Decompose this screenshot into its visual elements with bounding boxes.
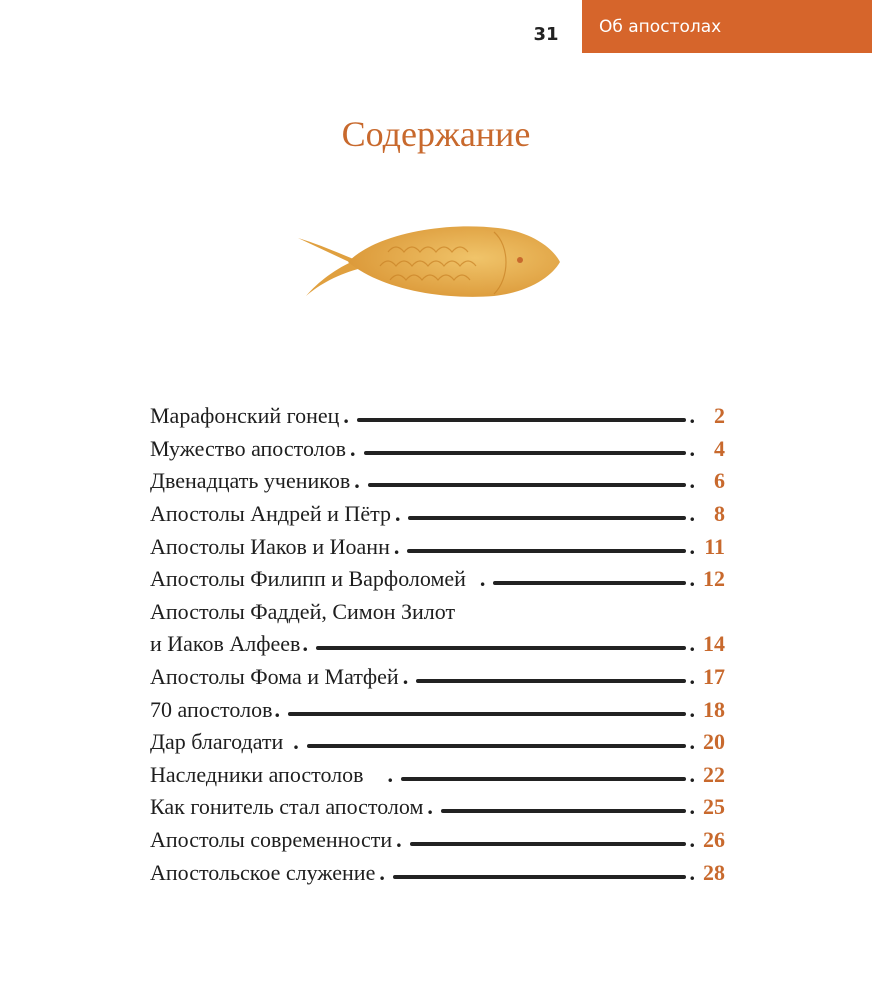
toc-entry-title: Двенадцать учеников [150,468,351,494]
toc-entry-title: Апостолы Фаддей, Симон Зилот [150,598,456,624]
toc-page-number: 8 [714,501,725,527]
toc-entry-first-line[interactable] [150,596,725,629]
toc-page-number: 28 [703,859,725,885]
section-banner [582,0,872,53]
toc-page-number: 26 [703,827,725,853]
leader-line [368,483,686,487]
toc-entry-title: Апостолы современности [150,827,393,853]
page-number: 31 [533,24,559,45]
leader-line [393,875,686,879]
toc-entry-title: 70 апостолов [150,696,273,722]
toc-page-number: 4 [714,435,725,461]
leader-line [408,516,685,520]
toc-entry-title-cont: и Иаков Алфеев [150,631,301,657]
toc-entry[interactable]: Наследники апостолов . . 22 [150,761,725,787]
toc-entry-title: Апостолы Иаков и Иоанн [150,533,390,559]
toc-page-number: 12 [703,566,725,592]
toc-entry-title: Дар благодати [150,729,284,755]
fish-icon [298,222,562,300]
leader-line [407,549,685,553]
toc-entry-title: Марафонский гонец [150,403,340,429]
leader-line [401,777,685,781]
toc-entry[interactable]: Апостолы Филипп и Варфоломей . . 12 [150,566,725,592]
leader-line [410,842,686,846]
toc-entry[interactable]: Апостольское служение . . 28 [150,859,725,885]
toc-page-number: 25 [703,794,725,820]
toc-entry-title: Как гонитель стал апостолом [150,794,424,820]
toc-entry[interactable]: Апостолы Иаков и Иоанн . . 11 [150,533,725,559]
toc-page-number: 17 [703,664,725,690]
page-title: Содержание [341,114,531,154]
toc-page-number: 20 [703,729,725,755]
toc-entry[interactable]: Как гонитель стал апостолом . . 25 [150,794,725,820]
toc-entry-title: Апостолы Фома и Матфей [150,664,399,690]
leader-line [307,744,686,748]
toc-entry[interactable]: Апостолы Андрей и Пётр . . 8 [150,501,725,527]
toc-entry-title: Апостольское служение [150,859,376,885]
toc-entry[interactable]: Марафонский гонец . . 2 [150,403,725,429]
toc-entry[interactable]: и Иаков Алфеев . . 14 [150,631,725,657]
table-of-contents [150,400,725,889]
leader-line [316,646,686,650]
toc-entry[interactable]: Двенадцать учеников . . 6 [150,468,725,494]
toc-page-number: 18 [703,696,725,722]
leader-line [364,451,686,455]
leader-line [288,712,686,716]
leader-line [441,809,686,813]
toc-entry[interactable]: Апостолы современности . . 26 [150,827,725,853]
toc-entry-title: Апостолы Андрей и Пётр [150,501,391,527]
section-title: Об апостолах [599,16,722,37]
toc-entry[interactable]: 70 апостолов . . 18 [150,696,725,722]
toc-page-number: 6 [714,468,725,494]
toc-entry-title: Мужество апостолов [150,435,347,461]
leader-line [357,418,686,422]
toc-page-number: 22 [703,761,725,787]
toc-entry[interactable]: Мужество апостолов . . 4 [150,435,725,461]
toc-page-number: 14 [703,631,725,657]
toc-page-number: 11 [704,533,725,559]
toc-page-number: 2 [714,403,725,429]
toc-entry-title: Апостолы Филипп и Варфоломей [150,566,466,592]
toc-entry[interactable]: Дар благодати . . 20 [150,729,725,755]
leader-line [416,679,685,683]
toc-entry-title: Наследники апостолов [150,761,364,787]
toc-entry[interactable]: Апостолы Фома и Матфей . . 17 [150,664,725,690]
leader-line [493,581,685,585]
